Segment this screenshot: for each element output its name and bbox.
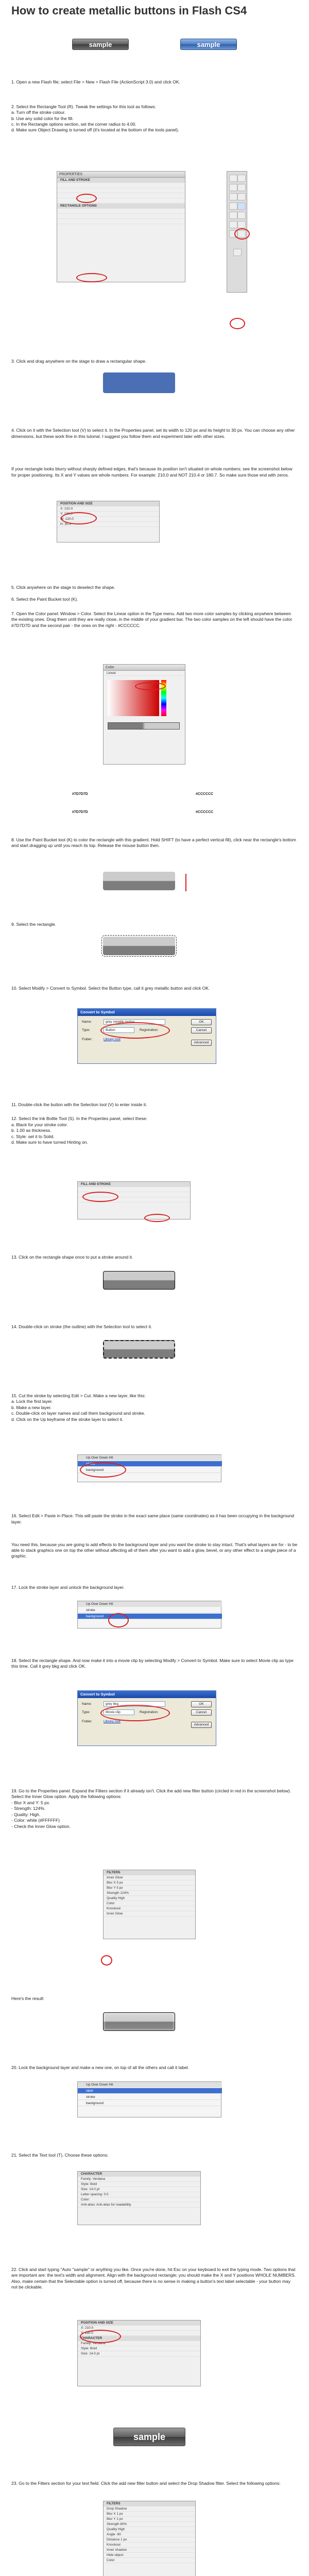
advanced-button[interactable]: Advanced xyxy=(191,1040,212,1046)
timeline-layer-stroke[interactable]: stroke xyxy=(78,1461,222,1467)
filters-section[interactable]: FILTERS xyxy=(104,1870,195,1875)
text-y-row[interactable]: Y: 180.0 xyxy=(78,2331,200,2336)
sample-button-preview-1[interactable]: sample xyxy=(113,2428,185,2446)
filter-row-0[interactable]: Inner Glow xyxy=(104,1875,195,1880)
result-label: Here's the result: xyxy=(11,1996,44,2002)
step-14: 14. Double-click on stroke (the outline) with the Selection tool to select it. xyxy=(11,1324,152,1329)
ds-row-4[interactable]: Quality High xyxy=(104,2527,195,2532)
step-2: 2. Select the Rectangle Tool (R). Tweak the settings for this tool as follows: a. Turn off the stroke colour. b. Use any solid color for the fill. c. In the Rectangle options section, set the corner radius to 4.00. d. Make sure Object Drawing is turned off (it's located at the bottom of the tools panel). xyxy=(11,104,179,133)
rectangle-options-section[interactable]: RECTANGLE OPTIONS xyxy=(57,204,185,209)
drop-shadow-filter-panel xyxy=(103,2501,196,2576)
stroke-highlight-circle xyxy=(76,194,97,203)
x-value-row[interactable]: X: 210.0 xyxy=(57,506,159,512)
step-8: 8. Use the Paint Bucket tool (K) to color the rectangle with this gradient. Hold SHIFT (to have a perfect vertical fill), click near the rectangle's bottom and start dragging up until you reach its top. Release the mouse button then. xyxy=(11,837,296,849)
timeline3-layer-background[interactable]: background xyxy=(78,2100,222,2106)
pen-tool-icon[interactable] xyxy=(229,193,237,200)
text-size-row[interactable]: Size: 14.0 pt xyxy=(78,2351,200,2357)
step-4: 4. Click on it with the Selection tool (V) to select it. In the Properties panel, set its width to 120 px and its height to 30 px. You can choose any other dimensions, but these work fine in this tutorial. I suggest you follow them and experiment later with other sizes. xyxy=(11,428,295,439)
dialog2-folder-label: Folder: xyxy=(82,1720,93,1724)
step-13: 13. Click on the rectangle shape once to put a stroke around it. xyxy=(11,1255,133,1260)
text-style-row[interactable]: Style: Bold xyxy=(78,2346,200,2351)
left-color-label: #7D7D7D xyxy=(72,792,88,796)
step-4-note: If your rectangle looks blurry without sharply defined edges, that's because its position isn't situated on whole numbers; see the screenshot below for proper positioning. Its X and Y values are whole numbers. For example: 210.0 and NOT 210.4 or 180.7. So make sure those end with zeros. xyxy=(11,466,293,478)
dialog2-type-label: Type: xyxy=(82,1710,90,1715)
step-15: 15. Cut the stroke by selecting Edit > Cut. Make a new layer, like this: a. Lock the first layer. b. Make a new layer. c. Double-click on layer names and call them background and stroke. d. Click on the Up keyframe of the stroke layer to select it. xyxy=(11,1393,146,1422)
ink-stroke-row[interactable] xyxy=(78,1187,190,1192)
rectangle-properties-panel xyxy=(57,171,185,282)
color-panel xyxy=(103,664,185,765)
reset-row[interactable] xyxy=(57,219,185,224)
y-value-row[interactable]: Y: 180.0 xyxy=(57,512,159,517)
subselection-tool-icon[interactable] xyxy=(237,175,246,182)
timeline2-layer-stroke[interactable]: stroke xyxy=(78,1607,222,1613)
h-value-row[interactable]: H: 30.0 xyxy=(57,522,159,527)
type-label: Type: xyxy=(82,1028,90,1032)
char-row-1[interactable]: Style: Bold xyxy=(78,2182,200,2187)
char-row-2[interactable]: Size: 14.0 pt xyxy=(78,2187,200,2192)
dialog2-cancel-button[interactable]: Cancel xyxy=(191,1709,212,1716)
char-row-3[interactable]: Letter spacing: 0.0 xyxy=(78,2192,200,2197)
step-21: 21. Select the Text tool (T). Choose these options: xyxy=(11,2153,109,2158)
timeline3-layer-stroke[interactable]: stroke xyxy=(78,2094,222,2100)
step-10: 10. Select Modify > Convert to Symbol. Select the Button type, call it grey metallic button and click OK. xyxy=(11,986,210,991)
timeline2-layer-background[interactable]: background xyxy=(78,1614,222,1619)
header-sample-blue-button[interactable]: sample xyxy=(180,39,237,50)
char-row-4[interactable]: Color: xyxy=(78,2197,200,2202)
corner-radius-row[interactable] xyxy=(57,209,185,214)
text-family-row[interactable]: Family: Verdana xyxy=(78,2341,200,2346)
lasso-tool-icon[interactable] xyxy=(237,184,246,191)
step-12: 12. Select the Ink Bottle Tool (S). In the Properties panel, select these: a. Black for your stroke color. b. 1.00 as thickness. c. Style: set it to Solid. d. Make sure to have turned Hinting on. xyxy=(11,1116,147,1145)
timeline-layer-background[interactable]: background xyxy=(78,1467,222,1473)
panel-header: PROPERTIES xyxy=(57,172,185,178)
filter-row-1[interactable]: Blur X 5 px xyxy=(104,1880,195,1886)
filter-row-2[interactable]: Blur Y 5 px xyxy=(104,1886,195,1891)
timeline3-frames-header: Up Over Down Hit xyxy=(78,2082,222,2088)
color-type-row[interactable]: Linear xyxy=(104,671,185,676)
ds-filters-section[interactable]: FILTERS xyxy=(104,2501,195,2506)
filter-row-4[interactable]: Quality High xyxy=(104,1896,195,1901)
registration-label: Registration: xyxy=(140,1028,159,1032)
step-11: 11. Double-click the button with the Selection tool (V) to enter inside it. xyxy=(11,1101,147,1107)
ds-row-8[interactable]: Inner shadow xyxy=(104,2548,195,2553)
ink-fill-stroke-section[interactable]: FILL AND STROKE xyxy=(78,1182,190,1187)
step-22: 22. Click and start typing "Auto "sample" or anything you like. Once you're done, hit Esc on your keyboard to exit the typing mode. Two options that are important are: the text's width and alignment. Align with the background rectangle; you should make the X and Y positions WHOLE NUMBERS. Also, make certain that the Selectable option is turned off, because there is no sense in making a button's text label selectable - your button may not be clickable. xyxy=(11,2266,296,2290)
object-drawing-highlight xyxy=(230,318,245,329)
filter-row-7[interactable]: Inner Glow xyxy=(104,1911,195,1917)
step-16-note: You need this, because you are going to add effects to the background layer and you want the stroke to stay intact. That's what layers are for - to be able to stack graphics one on top the other without affecting all of them after you want to add a glow, bevel, or any other effect to a single piece of a graphic. xyxy=(11,1541,298,1559)
rectangle-tool-highlight xyxy=(234,228,250,240)
right-color-label-b: #CCCCCC xyxy=(196,810,214,815)
step-16: 16. Select Edit > Paste in Place. This will paste the stroke in the exact same place (same coordinates) as it has been occupying in the background layer. xyxy=(11,1513,295,1524)
selection-tool-icon[interactable] xyxy=(229,175,237,182)
corner-radius-row-2[interactable] xyxy=(57,214,185,219)
ok-button[interactable]: OK xyxy=(191,1019,212,1025)
filter-row-6[interactable]: Knockout xyxy=(104,1906,195,1911)
left-color-label-b: #7D7D7D xyxy=(72,810,88,815)
step-6: 6. Select the Paint Bucket tool (K). xyxy=(11,597,78,602)
type-select[interactable]: Button xyxy=(104,1027,134,1033)
dialog2-title: Convert to Symbol xyxy=(78,1691,216,1698)
rectangle-tool-icon[interactable] xyxy=(237,202,246,210)
step-3: 3. Click and drag anywhere on the stage to draw a rectangular shape. xyxy=(11,358,147,364)
step-23: 23. Go to the Filters section for your text field. Click the add new filter button and select the Drop Shadow filter. Select the following options: xyxy=(11,2480,281,2486)
fill-stroke-section[interactable]: FILL AND STROKE xyxy=(57,178,185,183)
name-input[interactable]: grey metallic button xyxy=(104,1019,165,1025)
timeline3-layer-label[interactable]: label xyxy=(78,2088,222,2094)
step-5: 5. Click anywhere on the stage to deselect the shape. xyxy=(11,584,115,590)
step-19: 19. Go to the Properties panel. Expand the Filters section if it already isn't. Click the add new filter button (circled in red in the screenshot below). Select the Inner Glow option. Apply the following options: - Blur X and Y: 5 px. - Strength: 124%. - Quality: High. - Color: white (#FFFFFF) - Check the Inner Glow option. xyxy=(11,1788,291,1829)
position-size-section[interactable]: POSITION AND SIZE xyxy=(57,501,159,506)
text-character-section[interactable]: CHARACTER xyxy=(78,2336,200,2341)
step-17: 17. Lock the stroke layer and unlock the background layer. xyxy=(11,1584,125,1590)
dialog-title: Convert to Symbol xyxy=(78,1009,216,1016)
radius-highlight-circle xyxy=(76,273,107,282)
w-value-row[interactable]: W: 120.0 xyxy=(57,517,159,522)
stroke-row[interactable] xyxy=(57,183,185,188)
inner-glow-result-rectangle[interactable] xyxy=(103,2012,175,2031)
folder-link[interactable]: Library root xyxy=(104,1037,121,1041)
ds-row-2[interactable]: Blur Y 1 px xyxy=(104,2517,195,2522)
dialog2-name-label: Name: xyxy=(82,1702,92,1706)
text-position-section[interactable]: POSITION AND SIZE xyxy=(78,2320,200,2326)
fill-row[interactable] xyxy=(57,188,185,193)
page-title: How to create metallic buttons in Flash CS4 xyxy=(11,4,247,17)
stroked-rectangle[interactable] xyxy=(103,1271,175,1290)
ds-row-6[interactable]: Distance 1 px xyxy=(104,2537,195,2543)
name-label: Name: xyxy=(82,1020,92,1024)
timeline-panel-3 xyxy=(77,2081,221,2117)
ds-row-9[interactable]: Hide object xyxy=(104,2553,195,2558)
ds-row-0[interactable]: Drop Shadow xyxy=(104,2506,195,2512)
timeline2-frames-header: Up Over Down Hit xyxy=(78,1601,222,1607)
free-transform-tool-icon[interactable] xyxy=(229,184,237,191)
dialog2-type-select[interactable]: Movie clip xyxy=(104,1709,134,1715)
inner-glow-filter-panel xyxy=(103,1870,196,1939)
filter-row-5[interactable]: Color xyxy=(104,1901,195,1906)
ds-row-7[interactable]: Knockout xyxy=(104,2543,195,2548)
ds-row-10[interactable]: Color xyxy=(104,2558,195,2563)
selected-stroke-rectangle[interactable] xyxy=(103,1340,175,1359)
drawn-rectangle-shape[interactable] xyxy=(103,372,175,393)
dialog2-name-input[interactable]: grey bkg xyxy=(104,1701,165,1707)
step-20: 20. Lock the background layer and make a new one, on top of all the others and call it label. xyxy=(11,2065,189,2071)
char-row-5[interactable]: Anti-alias: Anti-alias for readability xyxy=(78,2202,200,2208)
dialog2-folder-link[interactable]: Library root xyxy=(104,1720,121,1724)
dialog2-registration-label: Registration: xyxy=(140,1710,159,1715)
step-7: 7. Open the Color panel: Window > Color. Select the Linear option in the Type menu. Add two more color samples by clicking anywhere between the existing ones. Drag them until they are really close, in the middle of your gradient bar. The two color samples on the left should have the color #7D7D7D and the second pair - the ones on the right - #CCCCCC. xyxy=(11,611,293,628)
char-row-0[interactable]: Family: Verdana xyxy=(78,2177,200,2182)
gradient-bar[interactable] xyxy=(108,722,180,730)
right-color-label: #CCCCCC xyxy=(196,792,214,796)
step-9: 9. Select the rectangle. xyxy=(11,921,56,927)
gradient-rectangle[interactable] xyxy=(103,872,175,890)
text-tool-icon[interactable] xyxy=(237,193,246,200)
ds-row-5[interactable]: Angle -90 xyxy=(104,2532,195,2537)
character-panel xyxy=(77,2171,201,2225)
text-x-row[interactable]: X: 210.0 xyxy=(78,2326,200,2331)
dialog2-advanced-button[interactable]: Advanced xyxy=(191,1722,212,1728)
lock-icons-highlight xyxy=(108,1613,129,1628)
bone-tool-icon[interactable] xyxy=(229,221,237,228)
ink-stroke-highlight xyxy=(82,1192,118,1202)
header-sample-gray-button[interactable]: sample xyxy=(72,39,129,50)
hinting-highlight xyxy=(144,1214,170,1222)
brush-tool-icon[interactable] xyxy=(237,212,246,219)
object-drawing-icon[interactable] xyxy=(233,249,242,256)
ds-row-3[interactable]: Strength 80% xyxy=(104,2522,195,2527)
drag-arrow-line xyxy=(185,874,186,891)
timeline-panel-2 xyxy=(77,1601,221,1629)
dialog2-ok-button[interactable]: OK xyxy=(191,1701,212,1707)
step-1: 1. Open a new Flash file; select File > New > Flash File (ActionScript 3.0) and click OK. xyxy=(11,79,180,85)
ds-row-1[interactable]: Blur X 1 px xyxy=(104,2512,195,2517)
selected-rectangle[interactable] xyxy=(103,937,175,955)
character-section[interactable]: CHARACTER xyxy=(78,2172,200,2177)
line-tool-icon[interactable] xyxy=(229,202,237,210)
step-18: 18. Select the rectangle shape. And now make it into a movie clip by selecting Modify > Convert to Symbol. Make sure to select Movie clip as type this time. Call it grey bkg and click OK. xyxy=(11,1657,294,1669)
color-panel-header: Color xyxy=(104,665,185,671)
add-filter-button-highlight xyxy=(101,1955,112,1965)
timeline-frames-header: Up Over Down Hit xyxy=(78,1455,222,1461)
pencil-tool-icon[interactable] xyxy=(229,212,237,219)
paint-bucket-tool-icon[interactable] xyxy=(237,221,246,228)
folder-label: Folder: xyxy=(82,1037,93,1041)
cancel-button[interactable]: Cancel xyxy=(191,1027,212,1033)
filter-row-3[interactable]: Strength 124% xyxy=(104,1891,195,1896)
